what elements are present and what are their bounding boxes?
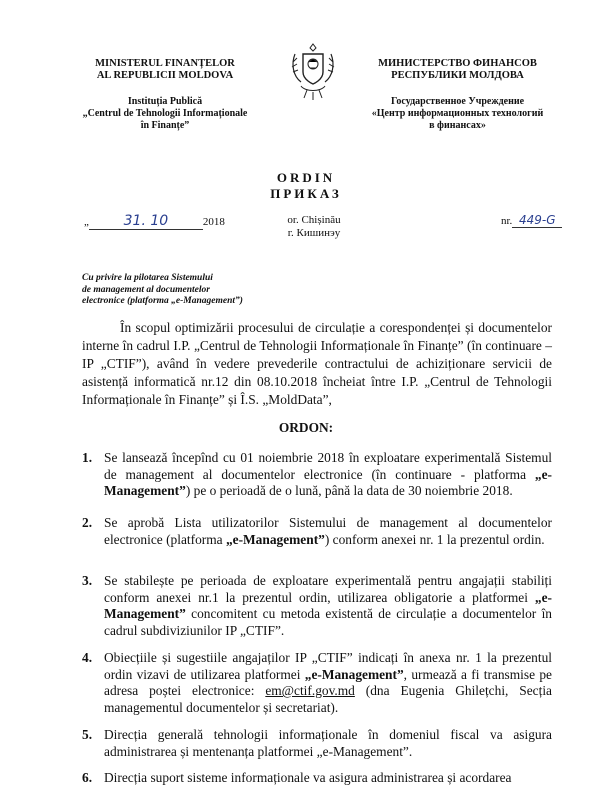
ministry-name-ru-line1: МИНИСТЕРСТВО ФИНАНСОВ (378, 58, 537, 69)
item-text-bold: „e-Management” (104, 466, 552, 498)
item-text: Direcția suport sisteme informaționale va asigura administrarea și acordarea (104, 770, 512, 785)
item-text-part: Se aprobă Lista utilizatorilor Sistemului de management al documentelor electronice (platforma (104, 515, 552, 547)
institution-ru-line1: Государственное Учреждение (390, 96, 525, 107)
institution-ru-line2: «Центр информационных технологий (371, 108, 544, 119)
item-text-part: Se lansează începînd cu 01 noiembrie 2018 în exploatare experimentală Sistemul de management al documentelor electronice (în continuare - platforma (104, 450, 552, 482)
header-left-block (60, 58, 270, 132)
item-number: 2. (82, 515, 93, 530)
preamble-paragraph: În scopul optimizării procesului de circulație a corespondenței și documentelor interne în cadrul I.P. „Centrul de Tehnologii Informaționale în Finanțe” (în continuare – IP „CTIF”), având în vedere prevederile contractului de achiziționare servicii de asistență informatică nr.12 din 08.10.2018 încheiat între I.P. „Centrul de Tehnologii Informaționale în Finanțe” și Î.S. „MoldData”, (82, 320, 552, 407)
item-text-part: (dna Eugenia Ghilețchi, Secția managementul documentelor și secretariat). (104, 683, 552, 715)
document-title-ro: ORDIN (276, 170, 336, 185)
list-item (82, 515, 552, 548)
list-item (82, 450, 552, 500)
item-text-part: ) pe o perioadă de o lună, până la data de 30 noiembrie 2018. (185, 483, 513, 498)
institution-name-ro (60, 96, 270, 132)
email-link[interactable]: em@ctif.gov.md (265, 683, 355, 698)
institution-ro-line3: în Finanțe” (140, 120, 190, 131)
ordon-heading: ORDON: (278, 420, 334, 435)
item-text (104, 650, 552, 716)
item-number: 4. (82, 650, 93, 665)
item-text-bold: „e-Management” (104, 589, 552, 621)
item-text (104, 450, 552, 500)
header-right-block (345, 58, 570, 132)
list-item (82, 573, 552, 639)
city-block (284, 214, 344, 240)
list-item (82, 650, 552, 716)
institution-ro-line1: Instituția Publică (127, 96, 203, 107)
ministry-name-ru-line2: РЕСПУБЛИКИ МОЛДОВА (391, 70, 524, 81)
city-ru: г. Кишинэу (287, 227, 341, 239)
item-text (104, 515, 552, 548)
item-text-part: ) conform anexei nr. 1 la prezentul ordin. (324, 531, 545, 547)
subject-line3: electronice (platforma „e-Management”) (82, 296, 243, 306)
institution-ru-line3: в финансах» (429, 120, 486, 131)
handwritten-order-number: 449-G (519, 213, 556, 227)
item-text (104, 573, 552, 639)
item-text-bold: „e-Management” (225, 531, 325, 547)
date-field (84, 213, 225, 230)
item-number: 6. (82, 770, 93, 785)
coat-of-arms-icon (289, 40, 337, 102)
item-text-bold: „e-Management” (304, 666, 404, 682)
ministry-name-ro-line2: AL REPUBLICII MOLDOVA (96, 70, 234, 81)
institution-ro-line2: „Centrul de Tehnologii Informaționale (82, 108, 248, 119)
institution-name-ru (345, 96, 570, 132)
item-number: 1. (82, 450, 93, 465)
item-text-part: Se stabilește pe perioada de exploatare experimentală pentru angajații stabiliți conform anexei nr.1 la prezentul ordin, utilizarea obligatorie a platformei (104, 573, 552, 605)
city-ro: or. Chișinău (287, 214, 341, 226)
item-text: Direcția generală tehnologii informaționale în domeniul fiscal va asigura administrarea și mentenanța platformei „e-Management”. (104, 727, 552, 759)
subject-line1: Cu privire la pilotarea Sistemului (82, 273, 213, 283)
date-year: 2018 (202, 216, 225, 228)
list-item (82, 727, 552, 760)
nr-label: nr. (501, 215, 513, 227)
document-title-ru: ПРИКАЗ (270, 186, 342, 201)
subject-block (82, 273, 302, 308)
item-text-part: , urmează a fi transmise pe adresa poștei electronice: (104, 666, 552, 698)
item-text-part: concomitent cu metoda existentă de circulație a documentelor în cadrul subdiviziunilor IP „CTIF”. (104, 606, 552, 638)
order-number-field (501, 213, 562, 228)
item-number: 5. (82, 727, 93, 742)
item-number: 3. (82, 573, 93, 588)
date-prefix: „ (84, 216, 89, 228)
list-item (82, 770, 552, 787)
ministry-name-ro-line1: MINISTERUL FINANȚELOR (95, 58, 235, 69)
item-text-part: Obiecțiile și sugestiile angajaților IP „CTIF” indicați în anexa nr. 1 la prezentul ordin vizavi de utilizarea platformei (104, 650, 552, 682)
subject-line2: de management al documentelor (82, 284, 210, 295)
handwritten-date: 31. 10 (123, 213, 169, 229)
